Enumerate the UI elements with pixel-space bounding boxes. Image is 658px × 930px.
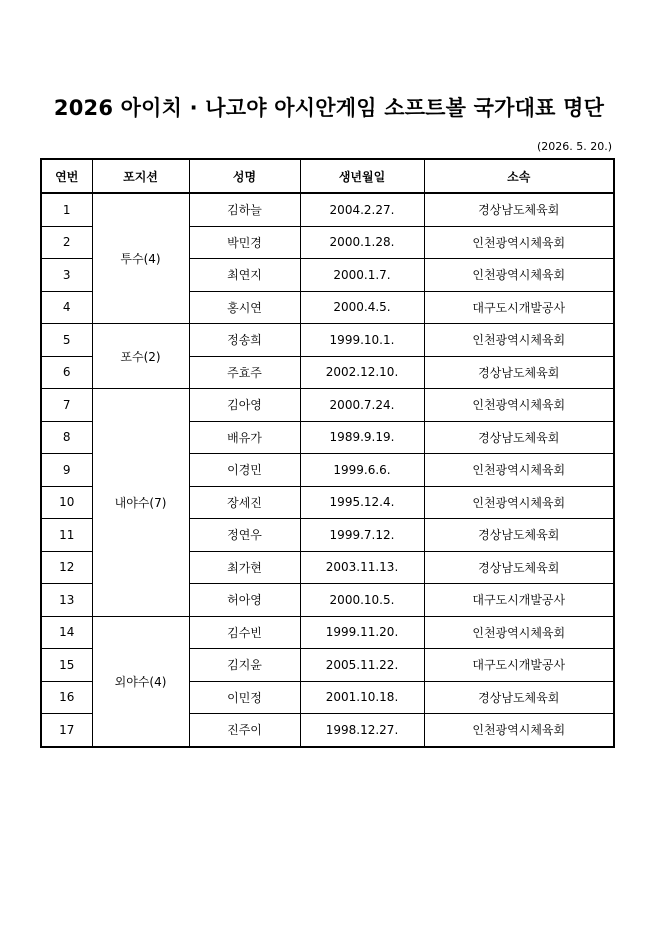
team-affiliation: 인천광역시체육회 bbox=[424, 714, 614, 747]
team-affiliation: 인천광역시체육회 bbox=[424, 259, 614, 292]
position-group: 포수(2) bbox=[92, 324, 189, 389]
birth-date: 2004.2.27. bbox=[300, 193, 424, 226]
birth-date: 1995.12.4. bbox=[300, 486, 424, 519]
birth-date: 1989.9.19. bbox=[300, 421, 424, 454]
team-affiliation: 인천광역시체육회 bbox=[424, 616, 614, 649]
header-name: 성명 bbox=[189, 159, 300, 193]
row-number: 1 bbox=[41, 193, 92, 226]
birth-date: 2000.1.28. bbox=[300, 226, 424, 259]
player-name: 김아영 bbox=[189, 389, 300, 422]
row-number: 9 bbox=[41, 454, 92, 487]
team-affiliation: 대구도시개발공사 bbox=[424, 649, 614, 682]
header-row bbox=[41, 159, 614, 193]
team-affiliation: 경상남도체육회 bbox=[424, 421, 614, 454]
row-number: 16 bbox=[41, 681, 92, 714]
birth-date: 2000.7.24. bbox=[300, 389, 424, 422]
player-name: 김지윤 bbox=[189, 649, 300, 682]
birth-date: 2001.10.18. bbox=[300, 681, 424, 714]
row-number: 6 bbox=[41, 356, 92, 389]
player-name: 장세진 bbox=[189, 486, 300, 519]
player-name: 허아영 bbox=[189, 584, 300, 617]
team-affiliation: 인천광역시체육회 bbox=[424, 486, 614, 519]
birth-date: 2005.11.22. bbox=[300, 649, 424, 682]
team-affiliation: 경상남도체육회 bbox=[424, 356, 614, 389]
birth-date: 1999.10.1. bbox=[300, 324, 424, 357]
team-affiliation: 경상남도체육회 bbox=[424, 519, 614, 552]
row-number: 11 bbox=[41, 519, 92, 552]
row-number: 7 bbox=[41, 389, 92, 422]
team-affiliation: 대구도시개발공사 bbox=[424, 584, 614, 617]
row-number: 14 bbox=[41, 616, 92, 649]
birth-date: 2000.4.5. bbox=[300, 291, 424, 324]
row-number: 15 bbox=[41, 649, 92, 682]
player-name: 정송희 bbox=[189, 324, 300, 357]
row-number: 5 bbox=[41, 324, 92, 357]
team-affiliation: 경상남도체육회 bbox=[424, 193, 614, 226]
team-affiliation: 인천광역시체육회 bbox=[424, 226, 614, 259]
team-affiliation: 경상남도체육회 bbox=[424, 551, 614, 584]
player-name: 이경민 bbox=[189, 454, 300, 487]
team-affiliation: 대구도시개발공사 bbox=[424, 291, 614, 324]
document-date: (2026. 5. 20.) bbox=[536, 140, 612, 153]
roster-body bbox=[41, 193, 614, 747]
player-name: 최가현 bbox=[189, 551, 300, 584]
player-name: 이민정 bbox=[189, 681, 300, 714]
player-name: 주효주 bbox=[189, 356, 300, 389]
header-team: 소속 bbox=[424, 159, 614, 193]
player-name: 박민경 bbox=[189, 226, 300, 259]
row-number: 13 bbox=[41, 584, 92, 617]
row-number: 4 bbox=[41, 291, 92, 324]
table-row bbox=[41, 616, 614, 649]
team-affiliation: 경상남도체육회 bbox=[424, 681, 614, 714]
roster-table bbox=[40, 158, 615, 748]
row-number: 17 bbox=[41, 714, 92, 747]
player-name: 김하늘 bbox=[189, 193, 300, 226]
birth-date: 1999.7.12. bbox=[300, 519, 424, 552]
header-dob: 생년월일 bbox=[300, 159, 424, 193]
player-name: 배유가 bbox=[189, 421, 300, 454]
row-number: 3 bbox=[41, 259, 92, 292]
table-row bbox=[41, 193, 614, 226]
birth-date: 1999.6.6. bbox=[300, 454, 424, 487]
row-number: 12 bbox=[41, 551, 92, 584]
position-group: 외야수(4) bbox=[92, 616, 189, 747]
position-group: 내야수(7) bbox=[92, 389, 189, 617]
table-row bbox=[41, 389, 614, 422]
player-name: 진주이 bbox=[189, 714, 300, 747]
header-position: 포지션 bbox=[92, 159, 189, 193]
team-affiliation: 인천광역시체육회 bbox=[424, 324, 614, 357]
player-name: 최연지 bbox=[189, 259, 300, 292]
row-number: 8 bbox=[41, 421, 92, 454]
team-affiliation: 인천광역시체육회 bbox=[424, 389, 614, 422]
header-no: 연번 bbox=[41, 159, 92, 193]
birth-date: 1998.12.27. bbox=[300, 714, 424, 747]
player-name: 홍시연 bbox=[189, 291, 300, 324]
row-number: 10 bbox=[41, 486, 92, 519]
team-affiliation: 인천광역시체육회 bbox=[424, 454, 614, 487]
birth-date: 2000.10.5. bbox=[300, 584, 424, 617]
player-name: 정연우 bbox=[189, 519, 300, 552]
page-title: 2026 아이치 · 나고야 아시안게임 소프트볼 국가대표 명단 bbox=[53, 96, 605, 120]
position-group: 투수(4) bbox=[92, 193, 189, 324]
row-number: 2 bbox=[41, 226, 92, 259]
birth-date: 2000.1.7. bbox=[300, 259, 424, 292]
birth-date: 2003.11.13. bbox=[300, 551, 424, 584]
birth-date: 2002.12.10. bbox=[300, 356, 424, 389]
player-name: 김수빈 bbox=[189, 616, 300, 649]
table-row bbox=[41, 324, 614, 357]
birth-date: 1999.11.20. bbox=[300, 616, 424, 649]
